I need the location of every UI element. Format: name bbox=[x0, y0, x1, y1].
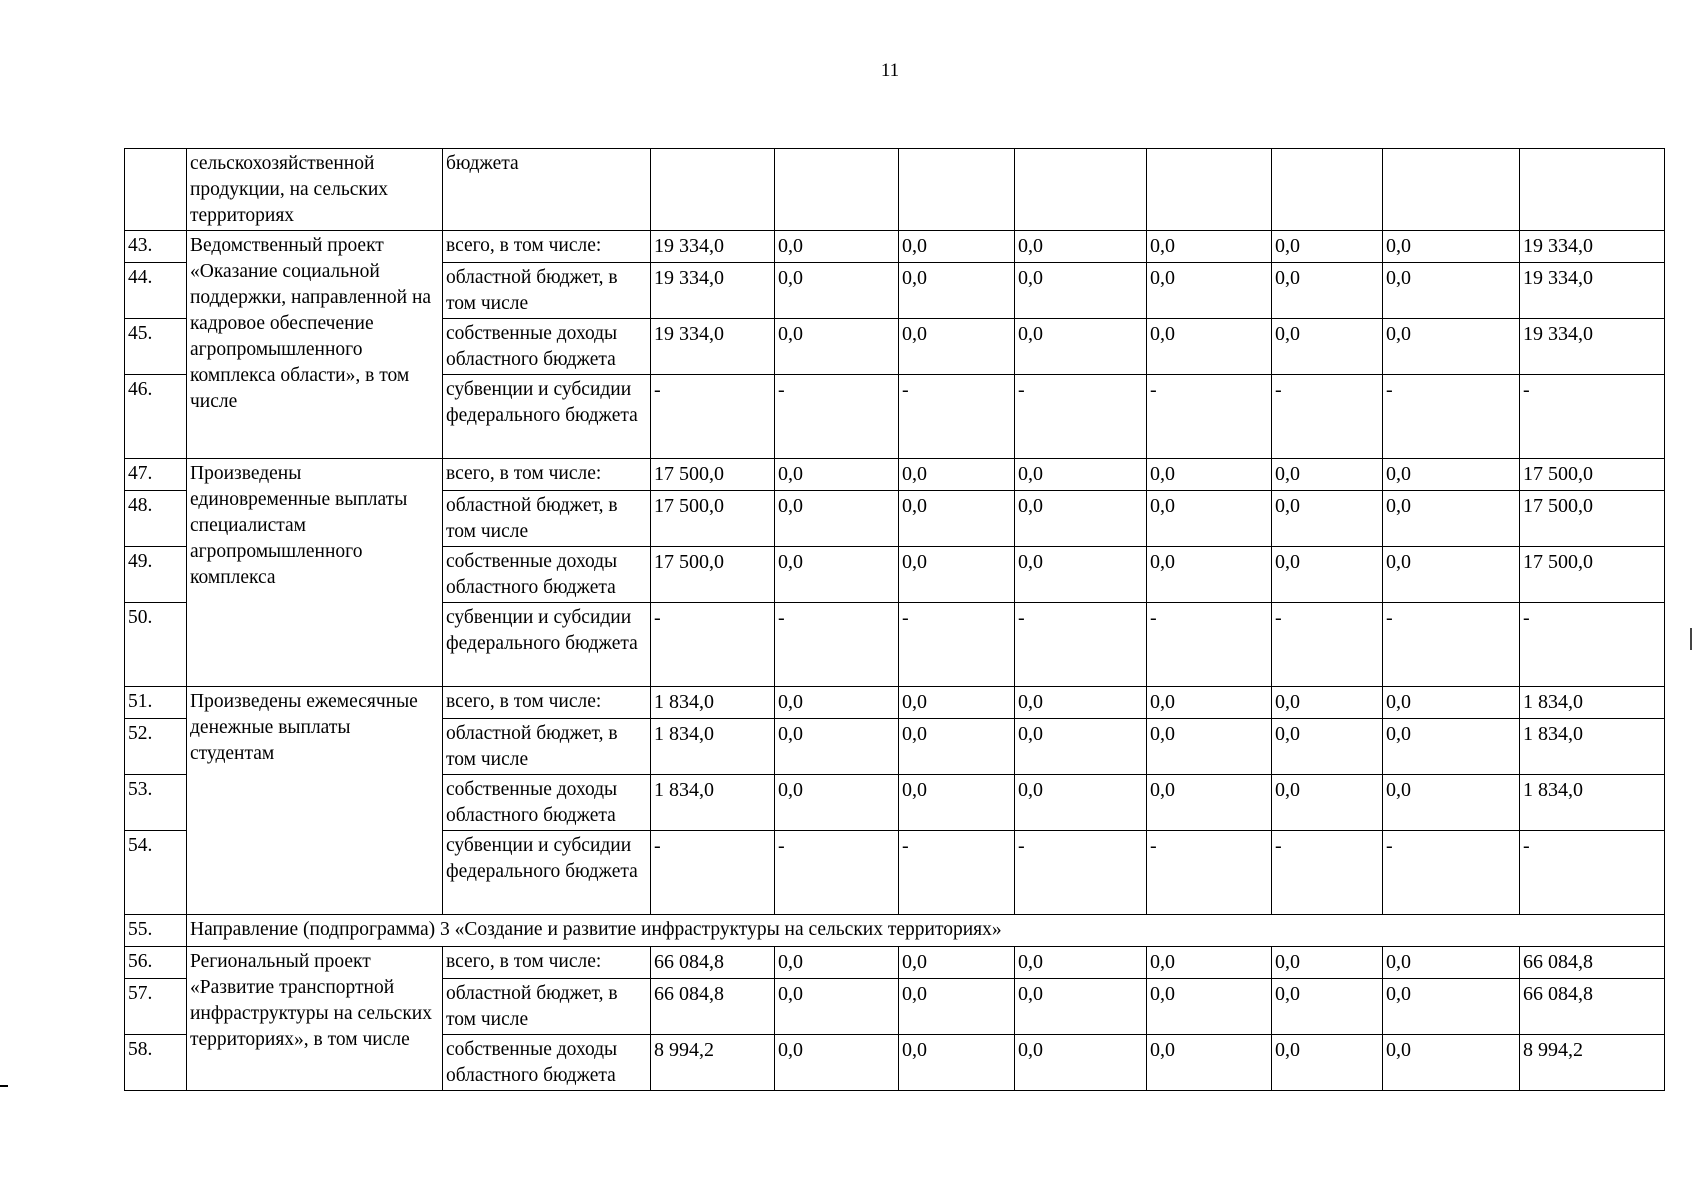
amount-cell: 0,0 bbox=[1383, 979, 1520, 1035]
amount-cell: 0,0 bbox=[1383, 1035, 1520, 1091]
page-number: 11 bbox=[880, 60, 900, 81]
amount-cell: - bbox=[1015, 831, 1147, 915]
row-number-cell: 54. bbox=[125, 831, 187, 915]
scan-edge-mark bbox=[0, 1085, 8, 1087]
event-name-cell: Произведены ежемесячные денежные выплаты студентам bbox=[187, 687, 443, 915]
amount-cell: 1 834,0 bbox=[651, 775, 775, 831]
amount-cell: - bbox=[1147, 375, 1272, 459]
amount-cell: 0,0 bbox=[775, 947, 899, 979]
funding-source-cell: субвенции и субсидии федерального бюджета bbox=[443, 831, 651, 915]
amount-cell: 0,0 bbox=[899, 687, 1015, 719]
amount-cell: - bbox=[1272, 831, 1383, 915]
amount-cell: 0,0 bbox=[1272, 263, 1383, 319]
amount-cell: 0,0 bbox=[1147, 1035, 1272, 1091]
amount-cell: 1 834,0 bbox=[651, 687, 775, 719]
row-number-cell: 49. bbox=[125, 547, 187, 603]
amount-cell: 0,0 bbox=[1147, 319, 1272, 375]
row-number-cell: 52. bbox=[125, 719, 187, 775]
amount-cell: 17 500,0 bbox=[1520, 459, 1665, 491]
table-row bbox=[125, 231, 1665, 263]
amount-cell: 19 334,0 bbox=[651, 263, 775, 319]
funding-source-cell: субвенции и субсидии федерального бюджета bbox=[443, 603, 651, 687]
amount-cell: 0,0 bbox=[899, 319, 1015, 375]
amount-cell: 0,0 bbox=[899, 263, 1015, 319]
amount-cell: 0,0 bbox=[1272, 775, 1383, 831]
amount-cell: 66 084,8 bbox=[1520, 947, 1665, 979]
amount-cell: 0,0 bbox=[899, 547, 1015, 603]
event-name-cell: Ведомственный проект «Оказание социальной поддержки, направленной на кадровое обеспечение агропромышленного комплекса области», в том числе bbox=[187, 231, 443, 459]
row-number-cell: 47. bbox=[125, 459, 187, 491]
amount-cell: 0,0 bbox=[1383, 231, 1520, 263]
funding-source-cell: бюджета bbox=[443, 149, 651, 231]
amount-cell: - bbox=[775, 603, 899, 687]
table-row bbox=[125, 459, 1665, 491]
amount-cell: 0,0 bbox=[1015, 687, 1147, 719]
amount-cell: - bbox=[1147, 831, 1272, 915]
amount-cell: - bbox=[899, 375, 1015, 459]
amount-cell: - bbox=[651, 603, 775, 687]
row-number-cell: 46. bbox=[125, 375, 187, 459]
funding-source-cell: всего, в том числе: bbox=[443, 459, 651, 491]
amount-cell: 0,0 bbox=[899, 459, 1015, 491]
amount-cell: 1 834,0 bbox=[1520, 775, 1665, 831]
row-number-cell bbox=[125, 149, 187, 231]
amount-cell: 0,0 bbox=[1015, 263, 1147, 319]
amount-cell: 19 334,0 bbox=[651, 319, 775, 375]
amount-cell: - bbox=[1520, 831, 1665, 915]
amount-cell: 0,0 bbox=[775, 459, 899, 491]
amount-cell: 66 084,8 bbox=[651, 979, 775, 1035]
amount-cell: 0,0 bbox=[1383, 459, 1520, 491]
funding-source-cell: субвенции и субсидии федерального бюджета bbox=[443, 375, 651, 459]
amount-cell: 0,0 bbox=[1015, 491, 1147, 547]
amount-cell: - bbox=[1520, 375, 1665, 459]
event-name-cell: Региональный проект «Развитие транспортной инфраструктуры на сельских территориях», в том числе bbox=[187, 947, 443, 1091]
amount-cell: 0,0 bbox=[775, 491, 899, 547]
amount-cell: 0,0 bbox=[1147, 459, 1272, 491]
amount-cell: 0,0 bbox=[899, 947, 1015, 979]
amount-cell: 0,0 bbox=[1383, 263, 1520, 319]
amount-cell: 0,0 bbox=[1147, 687, 1272, 719]
amount-cell bbox=[1383, 149, 1520, 231]
amount-cell: 0,0 bbox=[899, 231, 1015, 263]
funding-source-cell: областной бюджет, в том числе bbox=[443, 263, 651, 319]
amount-cell bbox=[1272, 149, 1383, 231]
amount-cell: 0,0 bbox=[1147, 231, 1272, 263]
amount-cell: 0,0 bbox=[1015, 1035, 1147, 1091]
amount-cell: - bbox=[1147, 603, 1272, 687]
amount-cell: 0,0 bbox=[775, 719, 899, 775]
amount-cell: 0,0 bbox=[775, 1035, 899, 1091]
amount-cell: 0,0 bbox=[1015, 719, 1147, 775]
amount-cell: 0,0 bbox=[899, 1035, 1015, 1091]
amount-cell: 0,0 bbox=[1383, 775, 1520, 831]
amount-cell: 0,0 bbox=[899, 491, 1015, 547]
amount-cell: 0,0 bbox=[775, 687, 899, 719]
amount-cell: 1 834,0 bbox=[1520, 687, 1665, 719]
row-number-cell: 57. bbox=[125, 979, 187, 1035]
amount-cell: 0,0 bbox=[1015, 947, 1147, 979]
amount-cell: 0,0 bbox=[775, 979, 899, 1035]
amount-cell: 0,0 bbox=[1272, 687, 1383, 719]
amount-cell bbox=[1147, 149, 1272, 231]
amount-cell: 0,0 bbox=[1147, 491, 1272, 547]
amount-cell: 0,0 bbox=[1383, 491, 1520, 547]
amount-cell bbox=[775, 149, 899, 231]
amount-cell: 0,0 bbox=[775, 231, 899, 263]
amount-cell: 0,0 bbox=[1147, 719, 1272, 775]
amount-cell: 0,0 bbox=[1147, 947, 1272, 979]
amount-cell bbox=[899, 149, 1015, 231]
amount-cell: 17 500,0 bbox=[1520, 491, 1665, 547]
amount-cell: 8 994,2 bbox=[1520, 1035, 1665, 1091]
amount-cell: - bbox=[1383, 831, 1520, 915]
row-number-cell: 58. bbox=[125, 1035, 187, 1091]
amount-cell: 19 334,0 bbox=[1520, 319, 1665, 375]
amount-cell: 0,0 bbox=[775, 319, 899, 375]
amount-cell: 0,0 bbox=[775, 775, 899, 831]
amount-cell: 0,0 bbox=[1015, 459, 1147, 491]
amount-cell: 1 834,0 bbox=[1520, 719, 1665, 775]
amount-cell: 0,0 bbox=[1272, 719, 1383, 775]
amount-cell: - bbox=[899, 831, 1015, 915]
amount-cell: 0,0 bbox=[1015, 775, 1147, 831]
amount-cell: 0,0 bbox=[899, 775, 1015, 831]
amount-cell: 0,0 bbox=[899, 979, 1015, 1035]
amount-cell: 0,0 bbox=[1383, 687, 1520, 719]
amount-cell: 0,0 bbox=[1015, 547, 1147, 603]
funding-source-cell: областной бюджет, в том числе bbox=[443, 719, 651, 775]
amount-cell: - bbox=[651, 375, 775, 459]
funding-source-cell: собственные доходы областного бюджета bbox=[443, 1035, 651, 1091]
table-row bbox=[125, 149, 1665, 231]
row-number-cell: 45. bbox=[125, 319, 187, 375]
amount-cell: 0,0 bbox=[1015, 231, 1147, 263]
amount-cell: 0,0 bbox=[1272, 947, 1383, 979]
funding-source-cell: собственные доходы областного бюджета bbox=[443, 319, 651, 375]
scan-edge-mark bbox=[1690, 628, 1692, 650]
amount-cell: 17 500,0 bbox=[651, 491, 775, 547]
amount-cell: 1 834,0 bbox=[651, 719, 775, 775]
amount-cell bbox=[1520, 149, 1665, 231]
funding-source-cell: собственные доходы областного бюджета bbox=[443, 547, 651, 603]
row-number-cell: 55. bbox=[125, 915, 187, 947]
section-row bbox=[125, 915, 1665, 947]
amount-cell: - bbox=[1383, 375, 1520, 459]
funding-source-cell: областной бюджет, в том числе bbox=[443, 491, 651, 547]
amount-cell: - bbox=[1015, 603, 1147, 687]
amount-cell: 0,0 bbox=[1272, 547, 1383, 603]
section-title-cell: Направление (подпрограмма) 3 «Создание и развитие инфраструктуры на сельских территориях» bbox=[187, 915, 1665, 947]
amount-cell: 19 334,0 bbox=[651, 231, 775, 263]
amount-cell: 17 500,0 bbox=[1520, 547, 1665, 603]
row-number-cell: 44. bbox=[125, 263, 187, 319]
amount-cell: 0,0 bbox=[1272, 979, 1383, 1035]
row-number-cell: 56. bbox=[125, 947, 187, 979]
amount-cell: 0,0 bbox=[1147, 547, 1272, 603]
amount-cell: - bbox=[1015, 375, 1147, 459]
table-row bbox=[125, 687, 1665, 719]
row-number-cell: 48. bbox=[125, 491, 187, 547]
funding-source-cell: всего, в том числе: bbox=[443, 947, 651, 979]
amount-cell: 0,0 bbox=[775, 263, 899, 319]
amount-cell: 17 500,0 bbox=[651, 547, 775, 603]
funding-source-cell: областной бюджет, в том числе bbox=[443, 979, 651, 1035]
table-row bbox=[125, 947, 1665, 979]
row-number-cell: 51. bbox=[125, 687, 187, 719]
funding-source-cell: всего, в том числе: bbox=[443, 687, 651, 719]
amount-cell: 66 084,8 bbox=[651, 947, 775, 979]
event-name-cell: Произведены единовременные выплаты специалистам агропромышленного комплекса bbox=[187, 459, 443, 687]
funding-source-cell: собственные доходы областного бюджета bbox=[443, 775, 651, 831]
amount-cell: 0,0 bbox=[1272, 1035, 1383, 1091]
amount-cell: 0,0 bbox=[1383, 547, 1520, 603]
amount-cell bbox=[1015, 149, 1147, 231]
amount-cell: - bbox=[1520, 603, 1665, 687]
amount-cell: 0,0 bbox=[1147, 775, 1272, 831]
amount-cell: 0,0 bbox=[1272, 231, 1383, 263]
amount-cell: 0,0 bbox=[1015, 319, 1147, 375]
amount-cell: 0,0 bbox=[1383, 319, 1520, 375]
amount-cell: 19 334,0 bbox=[1520, 263, 1665, 319]
amount-cell: 0,0 bbox=[899, 719, 1015, 775]
amount-cell: - bbox=[775, 375, 899, 459]
amount-cell: 19 334,0 bbox=[1520, 231, 1665, 263]
budget-table bbox=[124, 148, 1665, 1091]
amount-cell: - bbox=[899, 603, 1015, 687]
amount-cell: 0,0 bbox=[1147, 263, 1272, 319]
amount-cell: 8 994,2 bbox=[651, 1035, 775, 1091]
amount-cell bbox=[651, 149, 775, 231]
amount-cell: 0,0 bbox=[1147, 979, 1272, 1035]
amount-cell: 0,0 bbox=[1272, 459, 1383, 491]
amount-cell: 17 500,0 bbox=[651, 459, 775, 491]
amount-cell: - bbox=[1272, 603, 1383, 687]
amount-cell: 0,0 bbox=[775, 547, 899, 603]
amount-cell: - bbox=[651, 831, 775, 915]
table-body bbox=[125, 149, 1665, 1091]
amount-cell: 0,0 bbox=[1272, 491, 1383, 547]
amount-cell: 66 084,8 bbox=[1520, 979, 1665, 1035]
amount-cell: - bbox=[1272, 375, 1383, 459]
row-number-cell: 43. bbox=[125, 231, 187, 263]
row-number-cell: 53. bbox=[125, 775, 187, 831]
amount-cell: 0,0 bbox=[1383, 719, 1520, 775]
amount-cell: 0,0 bbox=[1015, 979, 1147, 1035]
amount-cell: - bbox=[775, 831, 899, 915]
event-name-cell: сельскохозяйственной продукции, на сельских территориях bbox=[187, 149, 443, 231]
amount-cell: 0,0 bbox=[1272, 319, 1383, 375]
row-number-cell: 50. bbox=[125, 603, 187, 687]
funding-source-cell: всего, в том числе: bbox=[443, 231, 651, 263]
amount-cell: - bbox=[1383, 603, 1520, 687]
amount-cell: 0,0 bbox=[1383, 947, 1520, 979]
